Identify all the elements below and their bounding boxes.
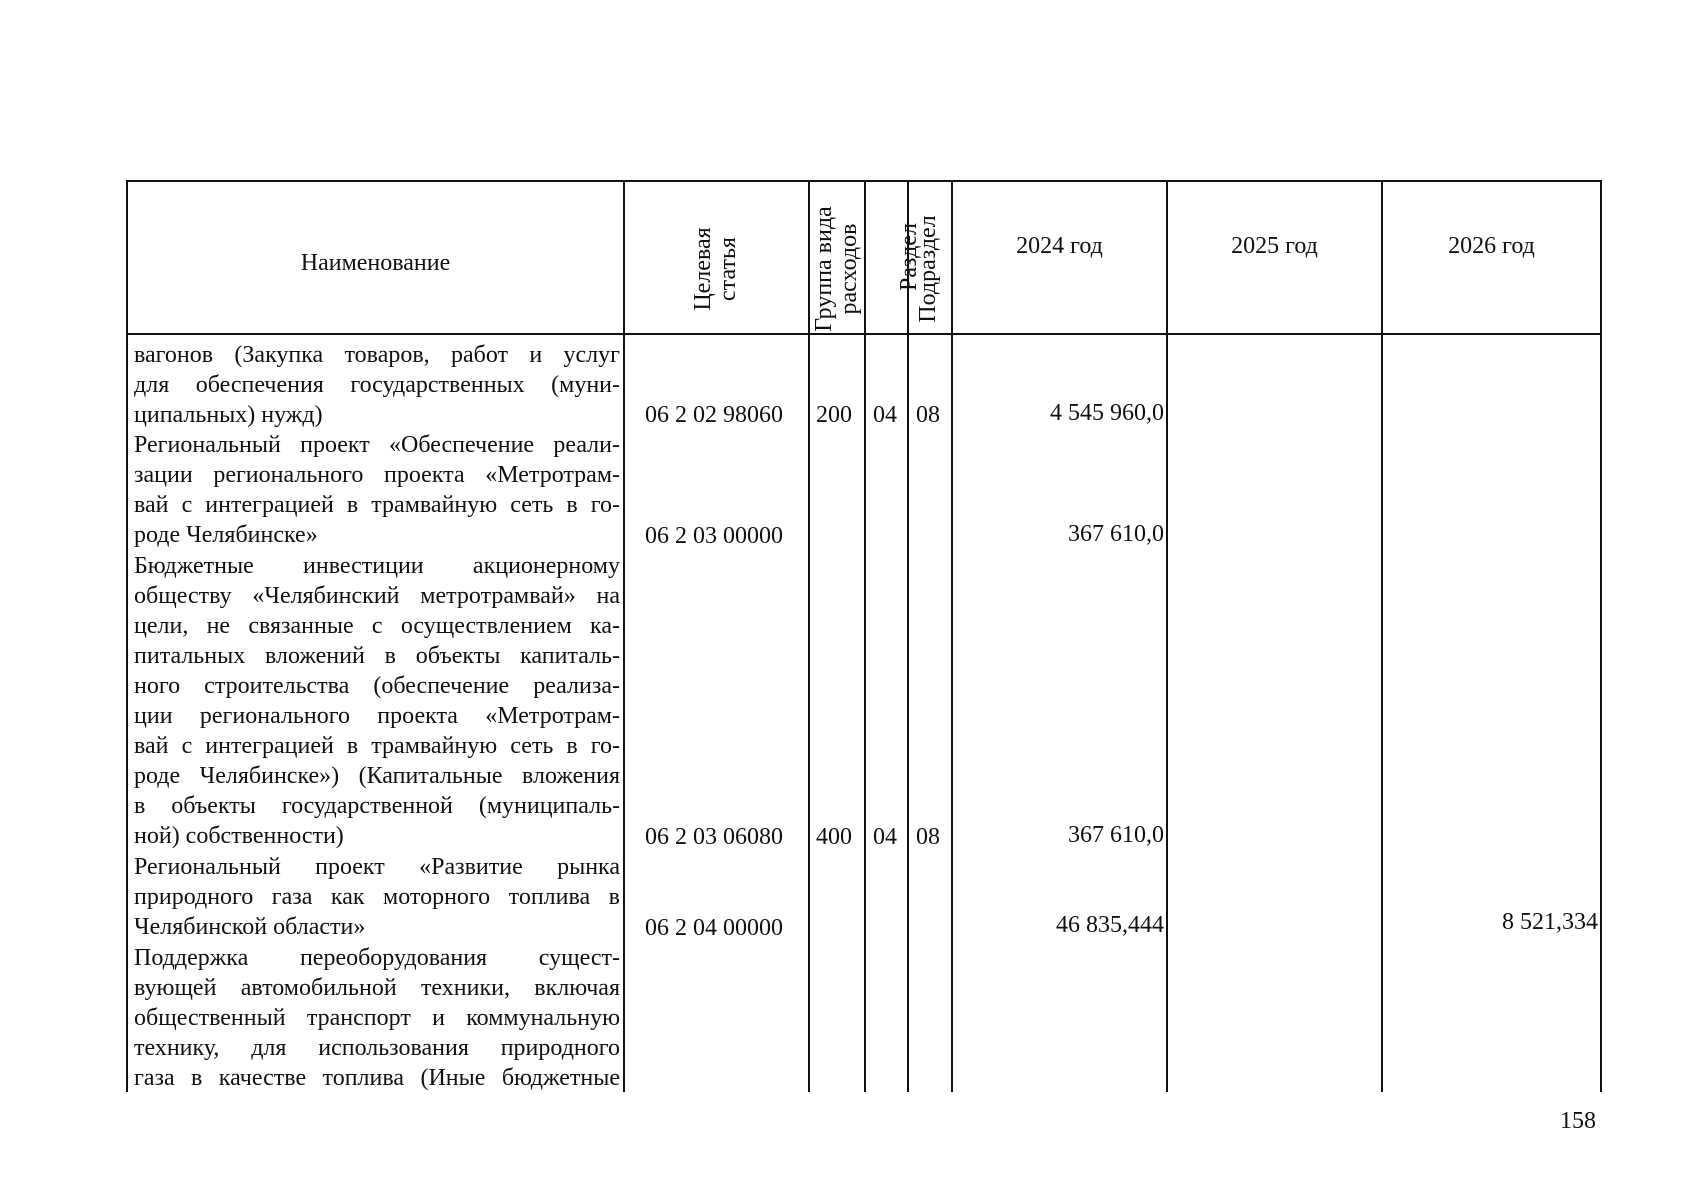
row-2-name-line: зации регионального проекта «Метротрам- (134, 462, 620, 488)
header-expense-group (812, 194, 862, 344)
row-3-name-line: роде Челябинске») (Капитальные вложения (134, 763, 620, 789)
row-5-name-line: вующей автомобильной техники, включая (134, 975, 620, 1001)
row-3-subsection: 08 (916, 824, 940, 850)
col-border-left (126, 180, 128, 1092)
row-4-code: 06 2 04 00000 (645, 915, 783, 941)
row-1-name (134, 340, 620, 430)
row-3-name-line: ной) собственности) (134, 823, 344, 849)
row-5-name-line: технику, для использования природного (134, 1035, 620, 1061)
row-3-group: 400 (816, 824, 852, 850)
header-subsection: Подраздел (915, 215, 941, 323)
row-1-code: 06 2 02 98060 (645, 402, 783, 428)
row-3-name-line: питальных вложений в объекты капиталь- (134, 643, 620, 669)
row-1-subsection: 08 (916, 402, 940, 428)
row-1-name-line: ципальных) нужд) (134, 402, 323, 428)
row-1-name-line: для обеспечения государственных (муни- (134, 372, 620, 398)
header-name: Наименование (300, 250, 451, 276)
header-2025: 2025 год (1231, 233, 1318, 259)
row-3-name (134, 551, 620, 851)
row-5-name-line: общественный транспорт и коммунальную (134, 1005, 620, 1031)
header-target-line2: статья (715, 237, 741, 301)
row-4-name-line: Челябинской области» (134, 914, 366, 940)
col-border-group (864, 180, 866, 1092)
row-1-group: 200 (816, 402, 852, 428)
row-3-name-line: обществу «Челябинский метротрамвай» на (134, 583, 620, 609)
row-2-name-line: роде Челябинске» (134, 522, 318, 548)
row-3-name-line: Бюджетные инвестиции акционерному (134, 553, 620, 579)
row-3-2024: 367 610,0 (1068, 822, 1164, 848)
row-5-name (134, 943, 620, 1093)
header-group-line2: расходов (836, 223, 862, 315)
header-target-article (691, 194, 741, 344)
header-2026: 2026 год (1448, 233, 1535, 259)
row-2-name (134, 430, 620, 550)
row-4-name-line: Региональный проект «Развитие рынка (134, 854, 620, 880)
col-border-code (808, 180, 810, 1092)
col-border-2024 (1166, 180, 1168, 1092)
col-border-2025 (1381, 180, 1383, 1092)
header-group-line1: Группа вида (811, 206, 837, 332)
header-target-line1: Целевая (690, 227, 716, 311)
row-2-name-line: Региональный проект «Обеспечение реали- (134, 432, 620, 458)
row-3-name-line: ного строительства (обеспечение реализа- (134, 673, 620, 699)
row-1-section: 04 (873, 402, 897, 428)
col-border-right (1600, 180, 1602, 1092)
row-4-2026: 8 521,334 (1502, 909, 1598, 935)
row-2-code: 06 2 03 00000 (645, 523, 783, 549)
row-4-name (134, 852, 620, 942)
page-number: 158 (1560, 1108, 1596, 1134)
row-3-section: 04 (873, 824, 897, 850)
col-border-name (623, 180, 625, 1092)
row-5-name-line: Поддержка переоборудования сущест- (134, 945, 620, 971)
row-3-name-line: цели, не связанные с осуществлением ка- (134, 613, 620, 639)
row-5-name-line: газа в качестве топлива (Иные бюджетные (134, 1065, 620, 1091)
row-1-name-line: вагонов (Закупка товаров, работ и услуг (134, 342, 620, 368)
header-section: Раздел (896, 223, 922, 291)
row-2-2024: 367 610,0 (1068, 521, 1164, 547)
row-3-name-line: ции регионального проекта «Метротрам- (134, 703, 620, 729)
row-1-2024: 4 545 960,0 (1050, 400, 1164, 426)
col-border-subsection (951, 180, 953, 1092)
row-2-name-line: вай с интеграцией в трамвайную сеть в го- (134, 492, 620, 518)
row-3-name-line: вай с интеграцией в трамвайную сеть в го- (134, 733, 620, 759)
row-4-name-line: природного газа как моторного топлива в (134, 884, 620, 910)
row-4-2024: 46 835,444 (1056, 912, 1164, 938)
row-3-code: 06 2 03 06080 (645, 824, 783, 850)
row-3-name-line: в объекты государственной (муниципаль- (134, 793, 620, 819)
header-2024: 2024 год (1016, 233, 1103, 259)
